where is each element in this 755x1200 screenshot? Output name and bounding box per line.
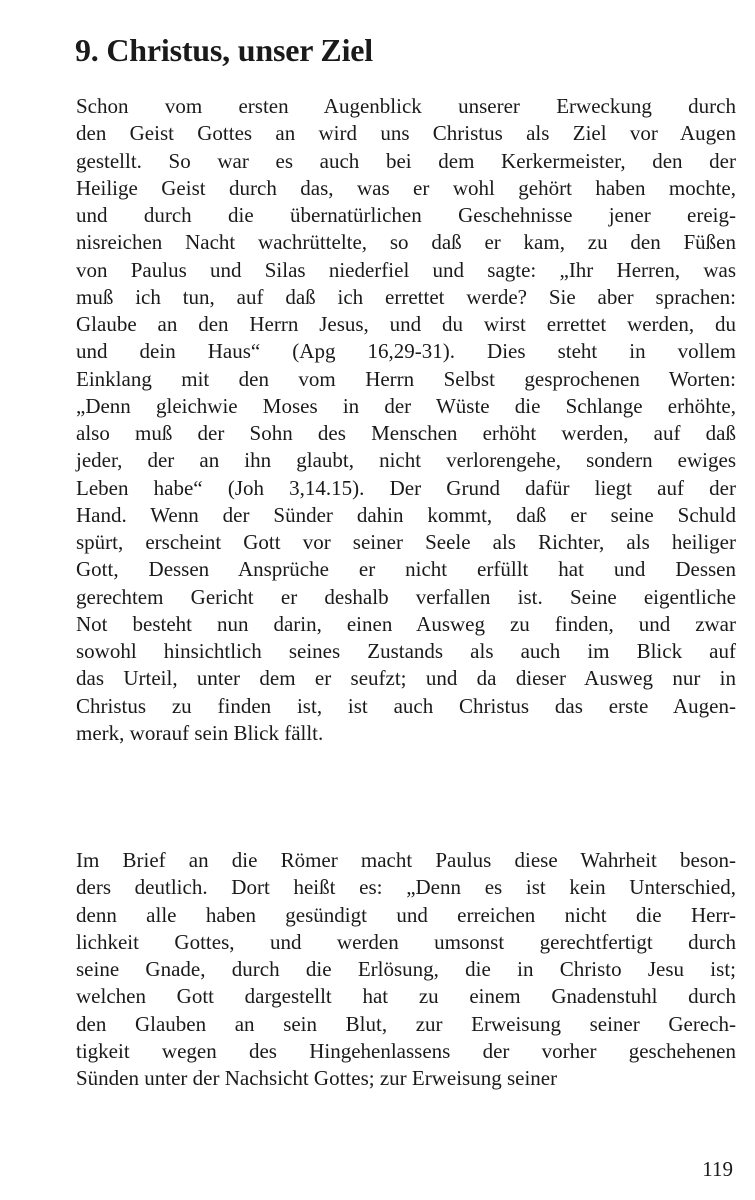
- text-line: muß ich tun, auf daß ich errettet werde? Sie aber sprachen:: [76, 284, 736, 309]
- chapter-heading: 9. Christus, unser Ziel: [75, 32, 373, 68]
- text-line: Sünden unter der Nachsicht Gottes; zur Erweisung seiner: [76, 1066, 558, 1090]
- text-line: jeder, der an ihn glaubt, nicht verlorengehe, sondern ewiges: [76, 448, 736, 473]
- text-line: Gott, Dessen Ansprüche er nicht erfüllt hat und Dessen: [76, 557, 736, 582]
- text-line: welchen Gott dargestellt hat zu einem Gnadenstuhl durch: [76, 984, 736, 1009]
- text-line: spürt, erscheint Gott vor seiner Seele als Richter, als heiliger: [76, 530, 736, 554]
- text-line: Not besteht nun darin, einen Ausweg zu finden, und zwar: [76, 611, 736, 636]
- text-line: gestellt. So war es auch bei dem Kerkermeister, den der: [76, 148, 736, 173]
- text-line: Im Brief an die Römer macht Paulus diese Wahrheit beson-: [76, 848, 736, 872]
- text-line: Hand. Wenn der Sünder dahin kommt, daß er seine Schuld: [76, 502, 736, 527]
- text-line: nisreichen Nacht wachrüttelte, so daß er kam, zu den Füßen: [76, 230, 736, 255]
- text-line: Einklang mit den vom Herrn Selbst gesprochenen Worten:: [76, 366, 736, 391]
- text-line: Glaube an den Herrn Jesus, und du wirst errettet werden, du: [76, 312, 736, 336]
- text-line: das Urteil, unter dem er seufzt; und da dieser Ausweg nur in: [76, 666, 736, 691]
- text-line: lichkeit Gottes, und werden umsonst gerechtfertigt durch: [76, 929, 736, 954]
- text-line: „Denn gleichwie Moses in der Wüste die Schlange erhöhte,: [76, 393, 736, 418]
- text-line: gerechtem Gericht er deshalb verfallen ist. Seine eigentliche: [76, 584, 736, 609]
- text-line: denn alle haben gesündigt und erreichen nicht die Herr-: [76, 902, 736, 927]
- paragraph-2: [76, 847, 736, 1092]
- text-line: seine Gnade, durch die Erlösung, die in Christo Jesu ist;: [76, 957, 736, 981]
- paragraph-1: [76, 93, 736, 747]
- text-line: ders deutlich. Dort heißt es: „Denn es ist kein Unterschied,: [76, 875, 736, 900]
- text-line: Christus zu finden ist, ist auch Christus das erste Augen-: [76, 693, 736, 718]
- text-line: Leben habe“ (Joh 3,14.15). Der Grund dafür liegt auf der: [76, 475, 736, 500]
- text-line: tigkeit wegen des Hingehenlassens der vorher geschehenen: [76, 1038, 736, 1063]
- text-line: den Geist Gottes an wird uns Christus als Ziel vor Augen: [76, 121, 736, 146]
- text-line: von Paulus und Silas niederfiel und sagte: „Ihr Herren, was: [76, 257, 736, 282]
- text-line: und dein Haus“ (Apg 16,29-31). Dies steht in vollem: [76, 339, 736, 364]
- text-line: Heilige Geist durch das, was er wohl gehört haben mochte,: [76, 175, 736, 200]
- text-line: den Glauben an sein Blut, zur Erweisung seiner Gerech-: [76, 1011, 736, 1036]
- text-line: sowohl hinsichtlich seines Zustands als auch im Blick auf: [76, 639, 736, 663]
- text-line: merk, worauf sein Blick fällt.: [76, 720, 324, 745]
- text-line: und durch die übernatürlichen Geschehnisse jener ereig-: [76, 203, 736, 227]
- page-number: 119: [702, 1157, 733, 1181]
- text-line: Schon vom ersten Augenblick unserer Erweckung durch: [76, 94, 736, 118]
- text-line: also muß der Sohn des Menschen erhöht werden, auf daß: [76, 421, 736, 445]
